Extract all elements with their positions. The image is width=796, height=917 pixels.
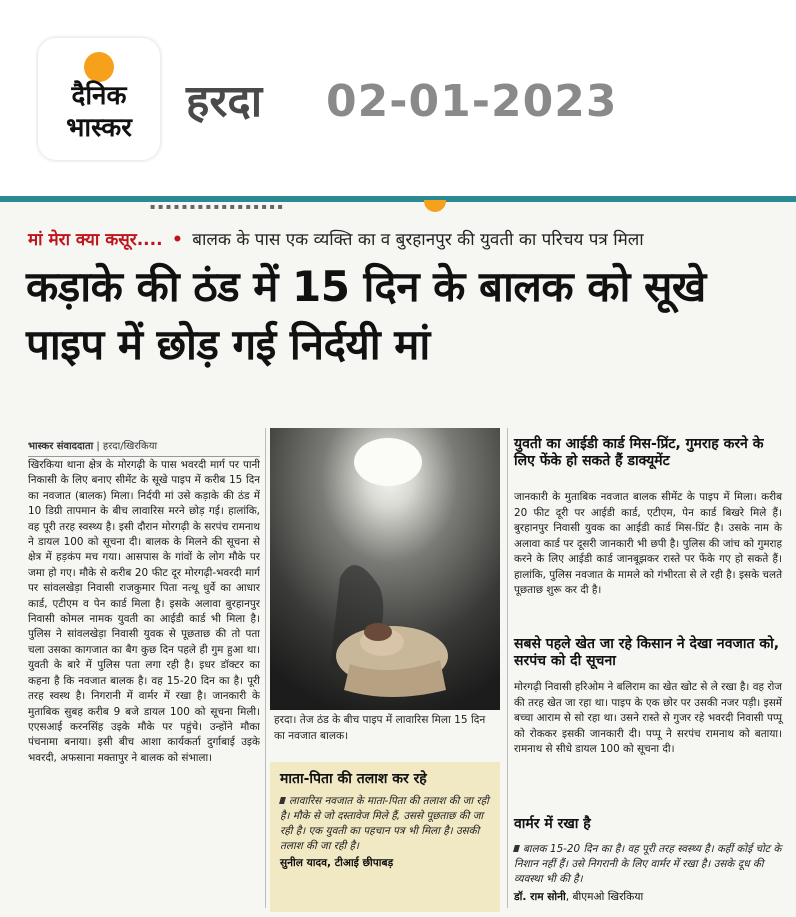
right-subheading-1: युवती का आईडी कार्ड मिस-प्रिंट, गुमराह करने के लिए फेंके हो सकते हैं डाक्यूमेंट	[514, 436, 764, 469]
logo-text-line2: भास्कर	[66, 113, 132, 143]
app-header	[0, 0, 796, 196]
story-body-left: खिरकिया थाना क्षेत्र के मोरगढ़ी के पास भवरदी मार्ग पर पानी निकासी के लिए बनाए सीमेंट के सूखे पाइप में करीब 15 दिन का नवजात (बालक) मिला। निर्दयी मां उसे कड़ाके की ठंड में 10 डिग्री तापमान के बीच लावारिस मरने छोड़ गई। हालांकि, वह पूरी तरह स्वस्थ्य है। इसी दौरान मोरगढ़ी के सरपंच रामनाथ ने डायल 100 को सूचना दी। बालक के मिलने की सूचना से क्षेत्र में हड़कंप मच गया। आसपास के गांवों के लोग मौके पर जमा हो गए। मौके से करीब 20 फीट दूर मोरगढ़ी-भवरदी मार्ग पर सांवलखेड़ा निवासी राजकुमार पिता नत्थू धुर्वे का आधार कार्ड, एटीएम व पेन कार्ड मिला है। इसके अलावा बुरहानपुर निवासी कोमल नामक युवती का आईडी कार्ड भी मिला है। पुलिस ने सांवलखेड़ा निवासी युवक से पूछताछ की तो पता चला उसका कागजात का बैग कुछ दिन पहले ही गुम हुआ था। युवती के बारे में पुलिस पता लगा रही है। इधर डॉक्टर का कहना है कि नवजात बालक है। वह 15-20 दिन का है। पूरी तरह स्वस्थ है। निगरानी में वार्मर में रखा है। जानकारी के मुताबिक सुबह करीब 9 बजे डायल 100 को सूचना मिली। एएसआई करनसिंह उइके मौके पर पहुंचे। उन्होंने मौका पंचनामा बनाया। इसी बीच आशा कार्यकर्ता दुर्गाबाई उइके भवरदी, अफसाना मक्तापुर ने बालक को संभाला।	[28, 459, 260, 764]
edition-date: 02-01-2023	[326, 76, 618, 127]
right-subheading-3: वार्मर में रखा है	[514, 816, 591, 832]
sun-logo-icon	[84, 52, 114, 82]
right-subheading-2: सबसे पहले खेत जा रहे किसान ने देखा नवजात को, सरपंच को दी सूचना	[514, 636, 780, 669]
news-photo-pipe	[270, 428, 500, 710]
main-headline: कड़ाके की ठंड में 15 दिन के बालक को सूखे पाइप में छोड़ गई निर्दयी मां	[26, 262, 706, 369]
kicker-subhead: बालक के पास एक व्यक्ति का व बुरहानपुर की युवती का परिचय पत्र मिला	[192, 230, 644, 250]
box-body-text: लावारिस नवजात के माता-पिता की तलाश की जा रही है। मौके से जो दस्तावेज मिले हैं, उससे पूछताछ की जा रही है। एक युवती का पहचान पत्र भी मिला है। उसकी तलाश की जा रही है।	[280, 795, 489, 852]
doctor-name: डॉ. राम सोनी	[514, 891, 566, 903]
cut-off-strip: ▪ ▪ ▪ ▪ ▪ ▪ ▪ ▪ ▪ ▪ ▪ ▪ ▪ ▪ ▪ ▪ ▪	[150, 202, 283, 211]
byline	[28, 440, 260, 457]
byline-source: भास्कर संवाददाता	[28, 441, 94, 452]
kicker-line	[28, 226, 788, 254]
right-body-1: जानकारी के मुताबिक नवजात बालक सीमेंट के पाइप में मिला। करीब 20 फीट दूरी पर आईडी कार्ड, एटीएम, पेन कार्ड बिखरे मिले हैं। बुरहानपुर निवासी युवक का आईडी कार्ड मिस-प्रिंट है। उसके नाम के अलावा कार्ड पर दूसरी जानकारी भी छपी है। पुलिस की जांच को गुमराह करने के लिए आईडी कार्ड जानबूझकर रास्ते पर फेंके गए हो सकते हैं। हालांकि, पुलिस नवजात के मामले को गंभीरता से ले रही है। इसके चलते पूछताछ शुरू कर दी है।	[514, 491, 782, 596]
right-body-3-text: बालक 15-20 दिन का है। वह पूरी तरह स्वस्थ्य है। कहीं कोई चोट के निशान नहीं हैं। उसे निगरानी के लिए वार्मर में रखा है। उसके दूध की व्यवस्था भी की है।	[514, 843, 782, 885]
kicker-bullet: •	[171, 230, 183, 250]
pipe-photo-graphic	[270, 428, 500, 710]
quote-marker-icon	[513, 845, 520, 852]
column-divider	[265, 428, 266, 908]
box-signature: सुनील यादव, टीआई छीपाबड़	[280, 857, 394, 869]
edition-city: हरदा	[186, 76, 263, 127]
doctor-role: , बीएमओ खिरकिया	[565, 891, 644, 903]
newspaper-clipping	[0, 196, 796, 917]
box-title: माता-पिता की तलाश कर रहे	[280, 771, 427, 787]
column-divider	[507, 428, 508, 908]
police-statement-box	[270, 762, 500, 912]
quote-marker-icon	[279, 797, 286, 804]
byline-place: | हरदा/खिरकिया	[96, 441, 158, 452]
dainik-bhaskar-logo[interactable]	[38, 38, 160, 160]
kicker-label: मां मेरा क्या कसूर....	[28, 230, 163, 250]
box-body	[270, 794, 500, 854]
photo-caption: हरदा। तेज ठंड के बीच पाइप में लावारिस मिला 15 दिन का नवजात बालक।	[274, 714, 486, 742]
logo-text-line1: दैनिक	[71, 81, 127, 111]
right-body-3	[514, 842, 782, 887]
right-body-2: मोरगढ़ी निवासी हरिओम ने बलिराम का खेत खोट से ले रखा है। वह रोज की तरह खेत जा रहा था। पाइप के एक छोर पर उसकी नजर पड़ी। इसमें बच्चा आराम से सो रहा था। उसने रास्ते से गुजर रहे भवरदी निवासी पप्पू को रोककर इसकी जानकारी दी। पप्पू ने सरपंच रामनाथ को बताया। रामनाथ से सीधे डायल 100 को सूचना दी।	[514, 681, 782, 755]
doctor-signature	[514, 890, 782, 905]
